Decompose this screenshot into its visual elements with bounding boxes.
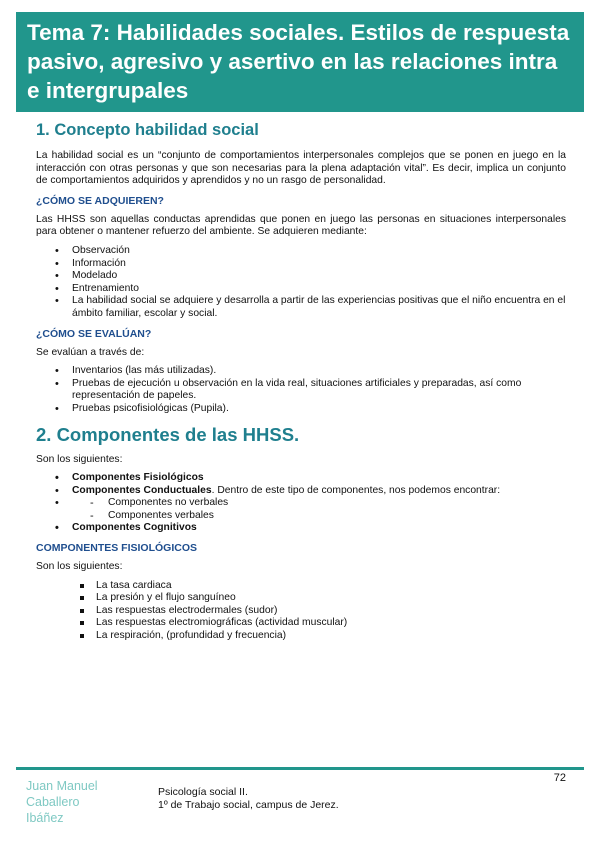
list-item: • Pruebas psicofisiológicas (Pupila).: [36, 403, 566, 416]
list-item: • La habilidad social se adquiere y desarrolla a partir de las experiencias positivas que el niño encuentra en el ámbito familiar, escolar y social.: [36, 295, 566, 320]
list-item-rest: . Dentro de este tipo de componentes, nos podemos encontrar:: [211, 484, 501, 496]
list-item: • Pruebas de ejecución u observación en la vida real, situaciones artificiales y preparadas, así como representación de papeles.: [36, 378, 566, 403]
list-item: La tasa cardiaca: [36, 580, 566, 593]
evaluan-list: [36, 365, 566, 415]
list-item: • Componentes Fisiológicos: [36, 472, 566, 485]
list-item: [36, 485, 566, 498]
list-item: Las respuestas electrodermales (sudor): [36, 605, 566, 618]
list-item: • Componentes Cognitivos: [36, 522, 566, 535]
sublist-item: - • Componentes no verbales: [36, 497, 566, 510]
adquieren-list: [36, 245, 566, 321]
list-item: La presión y el flujo sanguíneo: [36, 592, 566, 605]
adquieren-paragraph: Las HHSS son aquellas conductas aprendidas que ponen en juego las personas en situaciones interpersonales para obtener o mantener refuerzo del ambiente. Se adquieren mediante:: [36, 213, 566, 238]
author-line: Ibáñez: [26, 811, 64, 825]
sublist-container: [36, 497, 566, 522]
author-line: Juan Manuel: [26, 779, 98, 793]
footer-author: [26, 778, 136, 826]
footer-course: [158, 786, 339, 812]
document-body: [36, 118, 566, 649]
author-line: Caballero: [26, 795, 80, 809]
section-2-paragraph: Son los siguientes:: [36, 453, 123, 465]
section-1-heading: 1. Concepto habilidad social: [36, 121, 259, 139]
list-item: • Inventarios (las más utilizadas).: [36, 365, 566, 378]
conductuales-sublist: [36, 497, 566, 522]
footer-divider: [16, 767, 584, 770]
evaluan-paragraph: Se evalúan a través de:: [36, 346, 145, 358]
list-item: • Información: [36, 258, 566, 271]
list-item: • Observación: [36, 245, 566, 258]
sublist-item: - Componentes verbales: [36, 510, 566, 523]
section-2-heading: 2. Componentes de las HHSS.: [36, 423, 300, 445]
list-item: • Modelado: [36, 270, 566, 283]
list-item: • Entrenamiento: [36, 283, 566, 296]
componentes-list: [36, 472, 566, 535]
list-item-bold: Componentes Conductuales: [72, 484, 212, 496]
course-line: 1º de Trabajo social, campus de Jerez.: [158, 799, 339, 811]
fisiologicos-list: [36, 580, 566, 643]
section-1-paragraph: La habilidad social es un “conjunto de comportamientos interpersonales complejos que se ponen en juego en la interacción con otras personas y que son necesarias para la plena adaptación vital”. Es decir, implica un conjunto de comportamientos adquiridos y aprendidos y no un rasgo de personalidad.: [36, 150, 566, 187]
list-item: Las respuestas electromiográficas (actividad muscular): [36, 617, 566, 630]
evaluan-heading: ¿CÓMO SE EVALÚAN?: [36, 327, 152, 340]
page-number: 72: [553, 772, 566, 784]
fisiologicos-paragraph: Son los siguientes:: [36, 561, 123, 573]
page-title: Tema 7: Habilidades sociales. Estilos de respuesta pasivo, agresivo y asertivo en las relaciones intra e intergrupales: [27, 20, 570, 103]
title-banner: [16, 12, 584, 112]
list-item: La respiración, (profundidad y frecuencia): [36, 630, 566, 643]
fisiologicos-heading: COMPONENTES FISIOLÓGICOS: [36, 542, 198, 555]
adquieren-heading: ¿CÓMO SE ADQUIEREN?: [36, 194, 164, 207]
course-line: Psicología social II.: [158, 786, 248, 798]
